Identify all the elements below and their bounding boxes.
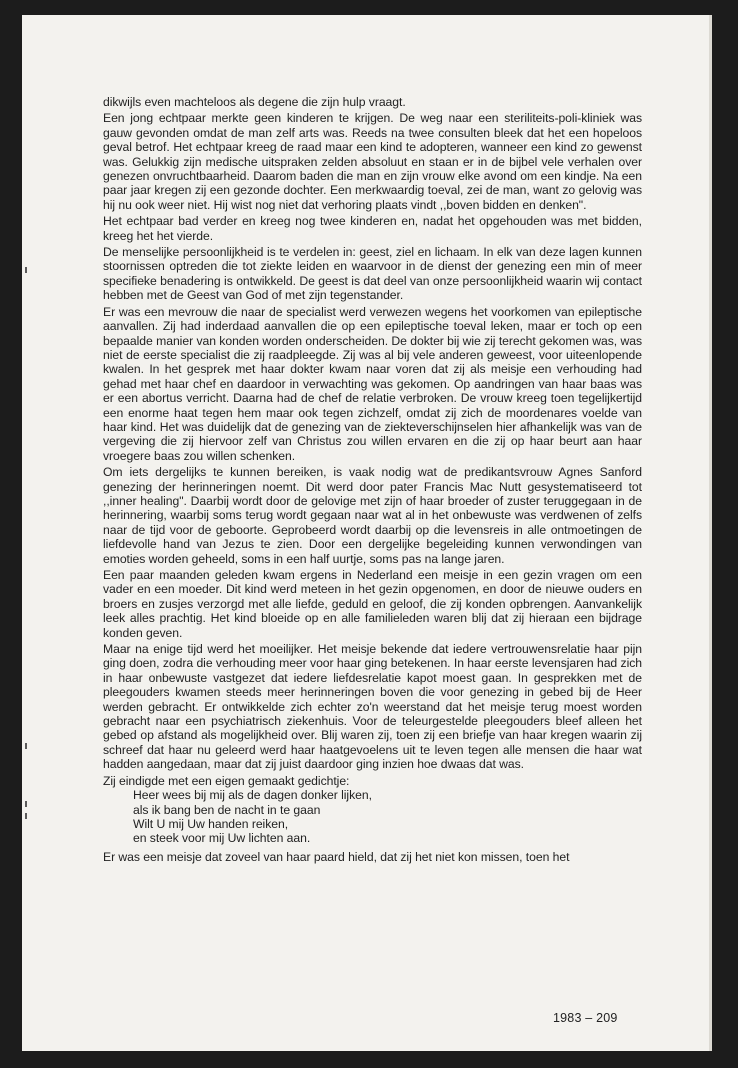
poem-line: als ik bang ben de nacht in te gaan [133, 802, 321, 817]
paragraph: De menselijke persoonlijkheid is te verdelen in: geest, ziel en lichaam. In elk van deze lagen kunnen stoornissen optreden die tot ziekte leiden en waarvoor in de dienst der genezing een min of meer specifieke benadering is ontwikkeld. De geest is dat deel van onze persoonlijkheid waarin wij contact hebben met de Geest van God of met zijn tegenstander. [103, 245, 642, 303]
binding-mark [25, 813, 27, 819]
poem-line: Wilt U mij Uw handen reiken, [133, 816, 289, 831]
paragraph: Een jong echtpaar merkte geen kinderen te krijgen. De weg naar een steriliteits-poli-kliniek was gauw gevonden omdat de man zelf arts was. Reeds na twee consulten bleek dat het een hopeloos geval betrof. Het echtpaar kreeg de raad maar een kind te adopteren, wanneer een kind zo gewenst was. Gelukkig zijn medische uitspraken zelden absoluut en staan er in de bijbel vele verhalen over genezen onvruchtbaarheid. Daarom baden die man en zijn vrouw elke avond om een kindje. Na een paar jaar kregen zij een gezonde dochter. Een merkwaardig toeval, zei de man, want zo gelovig was hij nu ook weer niet. Hij wist nog niet dat verhoring plaats vindt ,,boven bidden en denken". [103, 111, 642, 212]
closing-line: Er was een meisje dat zoveel van haar paard hield, dat zij het niet kon missen, toen het [103, 849, 570, 864]
page-number: 1983 – 209 [553, 1011, 618, 1025]
paragraph: Maar na enige tijd werd het moeilijker. Het meisje bekende dat iedere vertrouwensrelatie haar pijn ging doen, zodra die verhouding meer voor haar ging betekenen. In haar eerste levensjaren had zich in haar onbewuste vastgezet dat iedere liefdesrelatie kapot moest gaan. In gesprekken met de pleegouders kwamen steeds meer herinneringen boven die voor genezing in gebed bij de Heer werden gebracht. Er ontwikkelde zich echter zo'n weerstand dat het meisje terug moest worden gebracht naar een psychiatrisch ziekenhuis. Voor de teleurgestelde pleegouders bleef alleen het gebed op afstand als mogelijkheid over. Blij waren zij, toen zij een briefje van haar kregen waarin zij schreef dat haar nu geleerd werd haar haatgevoelens uit te leven tegen alle mensen die haar wat hadden aangedaan, maar dat zij juist daardoor ging inzien hoe dwaas dat was. [103, 642, 642, 772]
poem [133, 788, 642, 846]
body-text [103, 95, 642, 864]
paragraph: Om iets dergelijks te kunnen bereiken, is vaak nodig wat de predikantsvrouw Agnes Sanford genezing der herinneringen noemt. Dit werd door pater Francis Mac Nutt gesystematiseerd tot ,,inner healing". Daarbij wordt door de gelovige met zijn of haar broeder of zuster teruggegaan in de herinnering, waarbij soms terug wordt gegaan naar wat al in het onbewuste was verdwenen of zelfs naar de tijd voor de geboorte. Geprobeerd wordt daarbij op die levensreis in alle ontmoetingen de liefdevolle hand van Jezus te zien. Door een dergelijke begeleiding kunnen verwondingen van emoties worden geheeld, soms in een half uurtje, soms pas na lange jaren. [103, 465, 642, 566]
poem-line: Heer wees bij mij als de dagen donker lijken, [133, 788, 372, 803]
document-page [22, 15, 712, 1051]
paragraph: Er was een mevrouw die naar de specialist werd verwezen wegens het voorkomen van epileptische aanvallen. Zij had inderdaad aanvallen die op een epileptische toeval leken, maar er toch op een bepaalde manier van konden worden onderscheiden. De dokter bij wie zij terecht gekomen was, was niet de eerste specialist die zij raadpleegde. Zij was al bij vele anderen geweest, voor uiteenlopende kwalen. In het gesprek met haar dokter kwam naar voren dat zij als meisje een verhouding had gehad met haar chef en daardoor in verwachting was gekomen. Op aandringen van haar baas was er een abortus verricht. Daarna had de chef de relatie verbroken. De vrouw kreeg toen tegelijkertijd een enorme haat tegen hem maar ook tegen zichzelf, omdat zij zich de moordenares voelde van haar kind. Het was duidelijk dat de genezing van de ziekteverschijnselen hier afhankelijk was van de vergeving die zij hiervoor zelf van Christus zou willen ervaren en die zij op haar beurt aan haar vroegere baas zou willen schenken. [103, 304, 642, 463]
poem-line: en steek voor mij Uw lichten aan. [133, 831, 311, 846]
binding-mark [25, 801, 27, 807]
binding-mark [25, 743, 27, 749]
paragraph: Zij eindigde met een eigen gemaakt gedichtje: [103, 773, 350, 788]
paragraph: Een paar maanden geleden kwam ergens in Nederland een meisje in een gezin vragen om een vader en een moeder. Dit kind werd meteen in het gezin opgenomen, en door de nieuwe ouders en broers en zusjes verzorgd met alle liefde, geduld en geloof, die zij konden opbrengen. Aanvankelijk leek alles prachtig. Het kind bloeide op en alle familieleden waren blij dat zij hieraan een bijdrage konden geven. [103, 568, 642, 640]
binding-mark [25, 267, 27, 273]
paragraph: Het echtpaar bad verder en kreeg nog twee kinderen en, nadat het opgehouden was met bidden, kreeg het het vierde. [103, 214, 642, 243]
page-edge [709, 15, 712, 1051]
opening-line: dikwijls even machteloos als degene die zijn hulp vraagt. [103, 95, 406, 109]
